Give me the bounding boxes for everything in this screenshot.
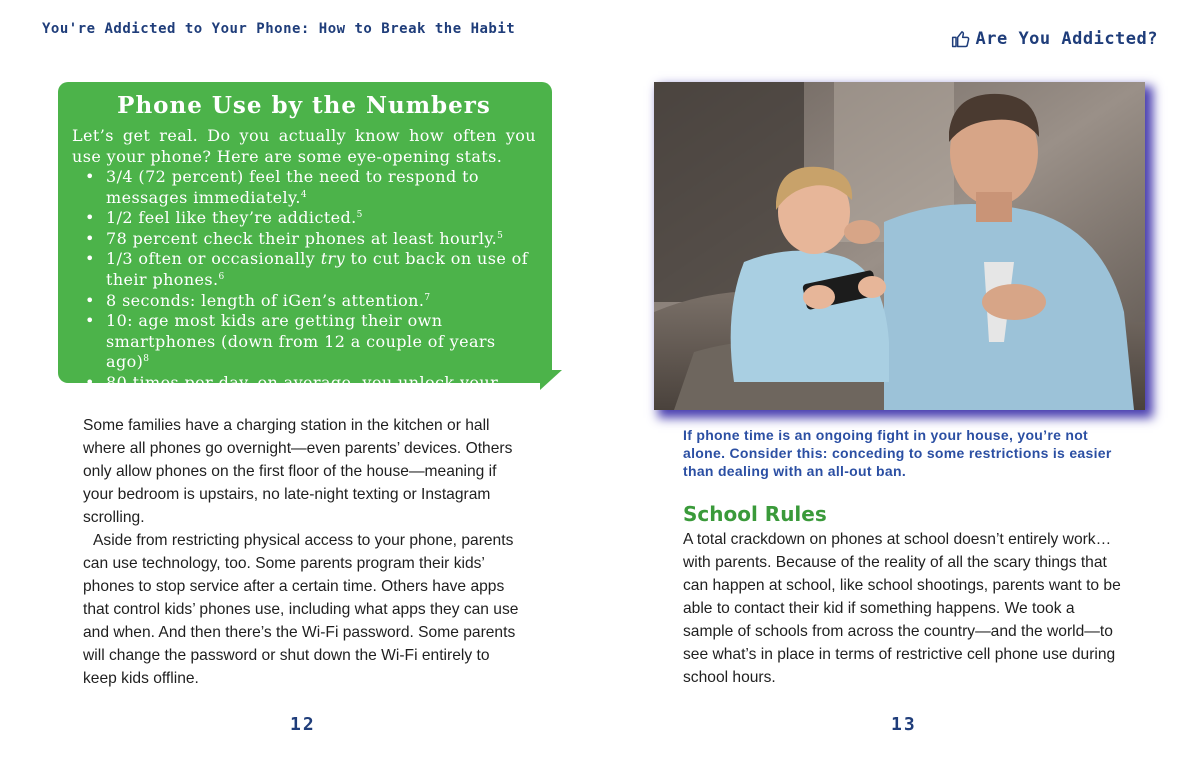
body-paragraph: A total crackdown on phones at school doesn’t entirely work… with parents. Because of the reality of all the scary things that can happen at school, like school shootings, parents want to be able to contact their kid if something happens. We took a sample of schools from across the country—and the world—to see what’s in place in terms of restrictive cell phone use during school hours. (683, 531, 1121, 686)
stat-item: • 80 times per day, on average, you unlock your phone.$^9$ (106, 373, 536, 414)
right-body-text (683, 528, 1123, 689)
right-running-head-label: Are You Addicted? (975, 29, 1158, 49)
stats-list (72, 167, 536, 414)
right-page (600, 0, 1200, 766)
stat-item: • 8 seconds: length of iGen’s attention.$^7$ (106, 291, 536, 312)
stat-item: • 1/2 feel like they’re addicted.$^5$ (106, 208, 536, 229)
page-number: 13 (891, 714, 917, 735)
stat-item: • 1/3 often or occasionally try to cut back on use of their phones.$^6$ (106, 249, 536, 290)
stat-item: • 78 percent check their phones at least hourly.$^5$ (106, 229, 536, 250)
father-son-phone-photo (654, 82, 1145, 410)
page-number: 12 (290, 714, 316, 735)
callout-tail (540, 370, 562, 390)
photo-caption: If phone time is an ongoing fight in your house, you’re not alone. Consider this: conceding to some restrictions is easier than dealing with an all-out ban. (683, 427, 1112, 479)
thumbs-up-icon (951, 29, 971, 49)
section-title: School Rules (683, 502, 827, 526)
body-paragraph: Some families have a charging station in the kitchen or hall where all phones go overnight—even parents’ devices. Others only allow phones on the first floor of the house—meaning if your bedroom is upstairs, no late-night texting or Instagram scrolling. (83, 417, 513, 526)
photo-illustration (654, 82, 1145, 410)
left-running-head: You're Addicted to Your Phone: How to Break the Habit (42, 21, 516, 37)
stats-callout (58, 82, 552, 413)
callout-intro: Let’s get real. Do you actually know how often you use your phone? Here are some eye-opening stats. (72, 126, 536, 166)
callout-title: Phone Use by the Numbers (117, 92, 491, 119)
stat-item: • 3/4 (72 percent) feel the need to respond to messages immediately.$^4$ (106, 167, 536, 208)
stat-item: • 10: age most kids are getting their own smartphones (down from 12 a couple of years ago)$^8$ (106, 311, 536, 373)
body-paragraph: Aside from restricting physical access to your phone, parents can use technology, too. Some parents program their kids’ phones to stop service after a certain time. Others have apps that control kids’ phones use, including what apps they can use and when. And then there’s the Wi-Fi password. Some parents will change the password or shut down the Wi-Fi entirely to keep kids offline. (83, 532, 519, 687)
left-body-text (83, 414, 523, 690)
right-running-head (951, 29, 1159, 49)
